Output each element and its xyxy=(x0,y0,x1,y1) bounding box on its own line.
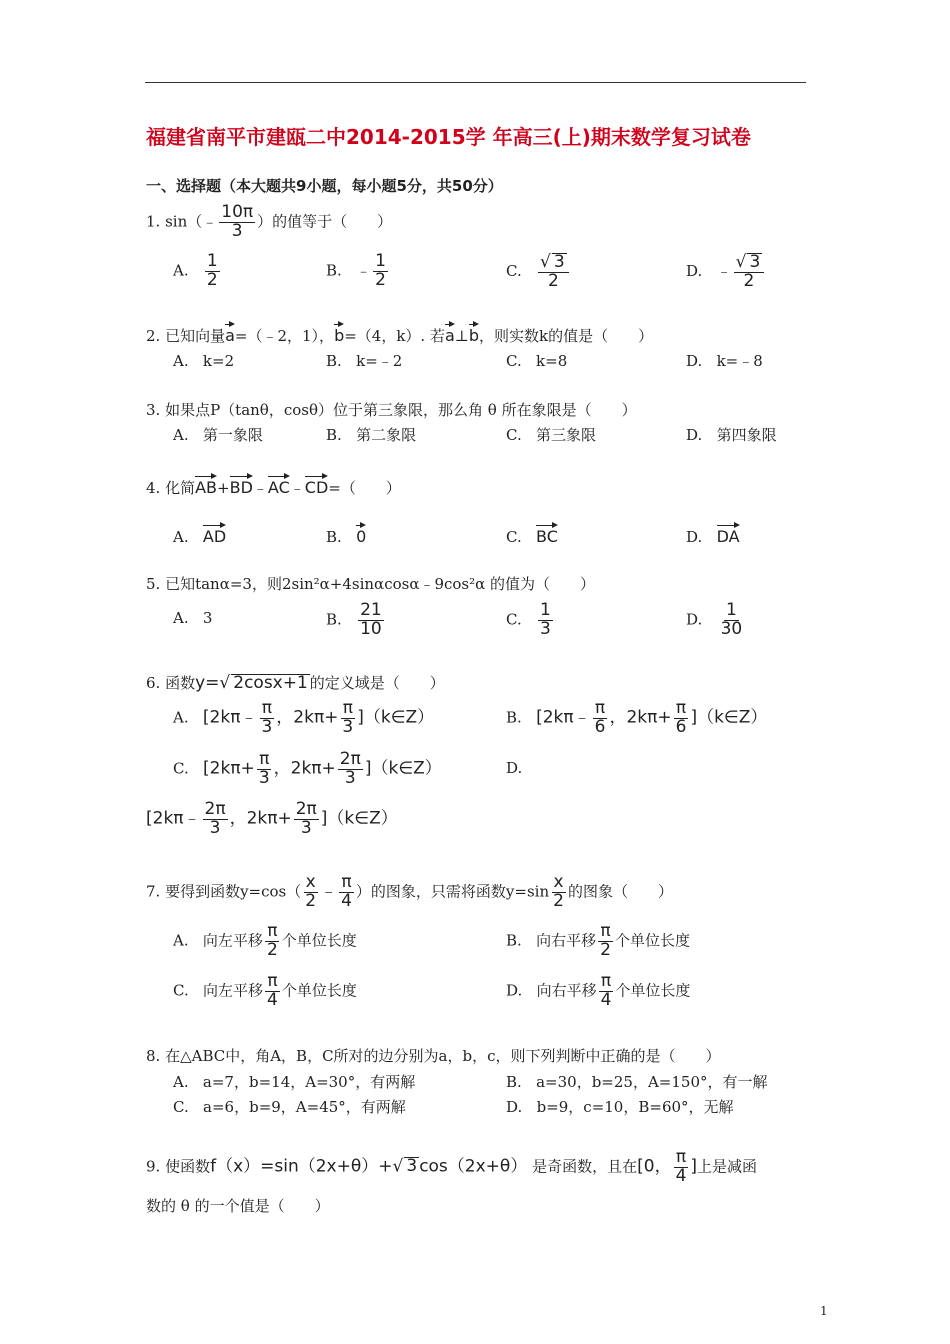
question-4: 4. 化简AB+BD﹣AC﹣CD=（ ） xyxy=(146,478,401,497)
q4-option-c: C. BC xyxy=(506,527,558,546)
question-5: 5. 已知tanα=3，则2sin²α+4sinαcosα﹣9cos²α 的值为（ ） xyxy=(146,575,596,593)
question-1: 1. sin（﹣ $\frac{10\pi}{3}$ ）的值等于（ ） xyxy=(146,202,393,241)
q1-option-b: B. ﹣ $\frac{1}{2}$ xyxy=(326,251,386,290)
q7-option-a: A. 向左平移 $\frac{\pi}{2}$ 个单位长度 xyxy=(173,921,357,960)
q4-option-b: B. 0 xyxy=(326,527,367,546)
q1-option-c: C. $\frac{√ 3}{2}$ xyxy=(506,253,571,291)
q5-option-d: D. $\frac{1}{30}$ xyxy=(686,600,743,639)
question-9-line-2: 数的 θ 的一个值是（ ） xyxy=(146,1197,330,1215)
q3-option-c: C. 第三象限 xyxy=(506,426,597,444)
q1-option-d: D. ﹣ $\frac{√ 3}{2}$ xyxy=(686,253,766,291)
q4-option-d: D. DA xyxy=(686,527,740,546)
q1-option-a: A. $\frac{1}{2}$ xyxy=(173,251,218,290)
q6-option-c: C. [2kπ+ $\frac{\pi}{3}$ ，2kπ+ $\frac{2\pi}{3}$ ]（k∈Z） xyxy=(173,749,442,788)
q8-option-c: C. a=6，b=9，A=45°，有两解 xyxy=(173,1098,406,1116)
q3-option-d: D. 第四象限 xyxy=(686,426,777,444)
question-8: 8. 在△ABC中，角A，B，C所对的边分别为a，b，c，则下列判断中正确的是（ ） xyxy=(146,1047,721,1065)
q2-option-d: D. k=﹣8 xyxy=(686,352,763,370)
q6-option-d-label: D. xyxy=(506,759,523,777)
q7-option-c: C. 向左平移 $\frac{\pi}{4}$ 个单位长度 xyxy=(173,971,357,1010)
q5-option-a: A. 3 xyxy=(173,609,213,627)
q7-option-d: D. 向右平移 $\frac{\pi}{4}$ 个单位长度 xyxy=(506,971,691,1010)
q2-option-b: B. k=﹣2 xyxy=(326,352,403,370)
question-7: 7. 要得到函数y=cos（ $\frac{x}{2}$ ﹣ $\frac{\pi}{4}$ ）的图象，只需将函数y=sin $\frac{x}{2}$ 的图象（ ） xyxy=(146,872,673,911)
header-rule xyxy=(145,82,806,83)
q6-option-a: A. [2kπ﹣ $\frac{\pi}{3}$ ，2kπ+ $\frac{\pi}{3}$ ]（k∈Z） xyxy=(173,698,435,737)
q3-option-a: A. 第一象限 xyxy=(173,426,263,444)
q8-option-a: A. a=7，b=14，A=30°，有两解 xyxy=(173,1073,416,1091)
question-2: 2. 已知向量a=（﹣2，1），b=（4，k）. 若a⊥b，则实数k的值是（ ） xyxy=(146,326,654,345)
q5-option-c: C. $\frac{1}{3}$ xyxy=(506,600,551,639)
q6-option-d: [2kπ﹣ $\frac{2\pi}{3}$ ，2kπ+ $\frac{2\pi}{3}$ ]（k∈Z） xyxy=(146,799,398,838)
q2-option-a: A. k=2 xyxy=(173,352,235,370)
page-title: 福建省南平市建瓯二中2014-2015学 年高三(上)期末数学复习试卷 xyxy=(146,125,751,149)
q4-option-a: A. AD xyxy=(173,527,227,546)
q6-option-b: B. [2kπ﹣ $\frac{\pi}{6}$ ，2kπ+ $\frac{\pi}{6}$ ]（k∈Z） xyxy=(506,698,768,737)
question-9: 9. 使函数f（x）=sin（2x+θ）+√ 3 cos（2x+θ） 是奇函数，且在[0， $\frac{\pi}{4}$ ]上是减函 xyxy=(146,1147,758,1186)
q7-option-b: B. 向右平移 $\frac{\pi}{2}$ 个单位长度 xyxy=(506,921,690,960)
question-6: 6. 函数y=√ 2cosx+1 的定义域是（ ） xyxy=(146,673,445,693)
q5-option-b: B. $\frac{21}{10}$ xyxy=(326,600,382,639)
q2-option-c: C. k=8 xyxy=(506,352,568,370)
page-number: 1 xyxy=(820,1304,828,1318)
section-heading: 一、选择题（本大题共9小题，每小题5分，共50分） xyxy=(146,177,503,195)
q3-option-b: B. 第二象限 xyxy=(326,426,417,444)
question-3: 3. 如果点P（tanθ，cosθ）位于第三象限，那么角 θ 所在象限是（ ） xyxy=(146,401,637,419)
q8-option-d: D. b=9，c=10，B=60°，无解 xyxy=(506,1098,734,1116)
q8-option-b: B. a=30，b=25，A=150°，有一解 xyxy=(506,1073,768,1091)
